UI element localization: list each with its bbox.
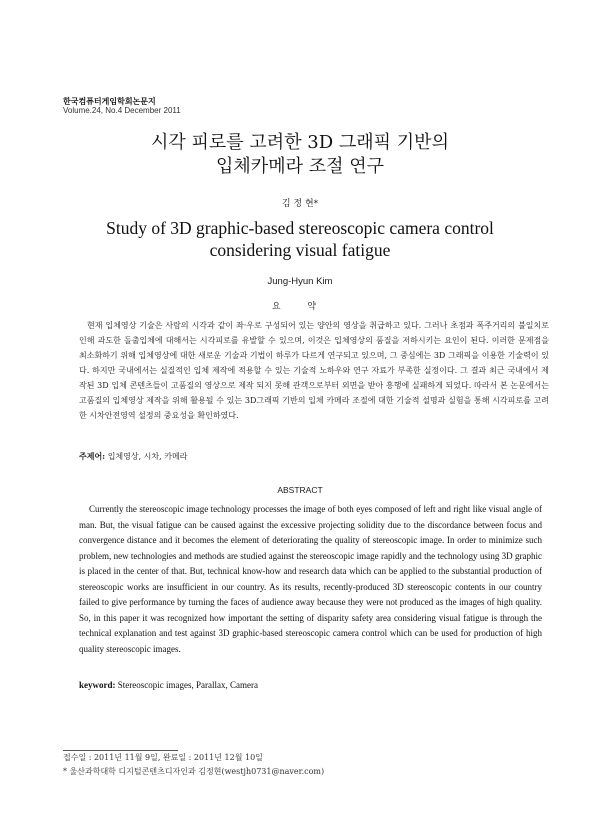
journal-name: 한국컴퓨터게임학회논문지 — [63, 97, 156, 106]
footnote-divider — [63, 750, 178, 751]
footnote-affiliation: * 울산과학대학 디지털콘텐츠디자인과 김정현(westjh0731@naver.com) — [63, 767, 325, 776]
english-keywords-label: keyword: — [79, 680, 116, 690]
english-abstract-body: Currently the stereoscopic image technology processes the image of both eyes composed of left and right like visual angle of man. But, the visual fatigue can be caused against the excessive projecting solidity due to the discordance between focus and convergence distance and it becomes the element of deteriorating the quality of stereoscopic image. In order to minimize such problem, new technologies and methods are studied against the stereoscopic image rapidly and the technology using 3D graphic is placed in the center of that. But, technical know-how and research data which can be applied to the substantial production of stereoscopic works are insufficient in our country. As its results, recently-produced 3D stereoscopic contents in our country failed to give performance by turning the faces of audience away because they were not produced as the images of high quality. So, in this paper it was recognized how important the setting of disparity safety area considering visual fatigue is through the technical explanation and test against 3D graphic-based stereoscopic camera control which can be used for production of high quality stereoscopic images. — [79, 504, 542, 654]
korean-title-line2: 입체카메라 조절 연구 — [216, 156, 384, 177]
english-keywords — [79, 680, 258, 690]
korean-abstract-heading: 요 약 — [271, 302, 329, 312]
korean-title-line1: 시각 피로를 고려한 3D 그래픽 기반의 — [151, 132, 449, 153]
author-korean: 김 정 현* — [281, 199, 319, 209]
korean-keywords-value: 입체영상, 시차, 카메라 — [107, 452, 188, 461]
korean-abstract-body: 현재 입체영상 기술은 사람의 시각과 같이 좌·우로 구성되어 있는 양안의 영상을 취급하고 있다. 그러나 초점과 폭주거리의 불일치로 인해 과도한 돌출입체에 대해서는 시각피로를 유발할 수 있으며, 이것은 입체영상의 품질을 저하시키는 요인이 된다. 이러한 문제점을 최소화하기 위해 입체영상에 대한 새로운 기술과 기법이 하루가 다르게 연구되고 있으며, 그 중심에는 3D 그래픽을 이용한 기술력이 있다. 하지만 국내에서는 실질적인 입체 제작에 적용할 수 있는 기술적 노하우와 연구 자료가 부족한 실정이다. 그 결과 최근 국내에서 제작된 3D 입체 콘텐츠들이 고품질의 영상으로 제작 되지 못해 관객으로부터 외면을 받아 흥행에 실패하게 되었다. 따라서 본 논문에서는 고품질의 입체영상 제작을 위해 활용될 수 있는 3D그래픽 기반의 입체 카메라 조절에 대한 기술적 설명과 실험을 통해 시각피로를 고려한 시차안전영역 설정의 중요성을 확인하였다. — [79, 321, 549, 420]
korean-keywords — [79, 451, 187, 462]
english-title-line1: Study of 3D graphic-based stereoscopic camera control — [106, 218, 494, 238]
footnote-dates: 접수일 : 2011년 11월 9일, 완료일 : 2011년 12월 10일 — [63, 753, 263, 762]
english-title-line2: considering visual fatigue — [209, 240, 391, 260]
korean-keywords-label: 주제어: — [79, 451, 106, 461]
author-english: Jung-Hyun Kim — [267, 276, 333, 287]
english-abstract-heading: ABSTRACT — [277, 485, 323, 495]
english-keywords-value: Stereoscopic images, Parallax, Camera — [117, 680, 258, 690]
volume-info: Volume.24, No.4 December 2011 — [63, 106, 181, 115]
